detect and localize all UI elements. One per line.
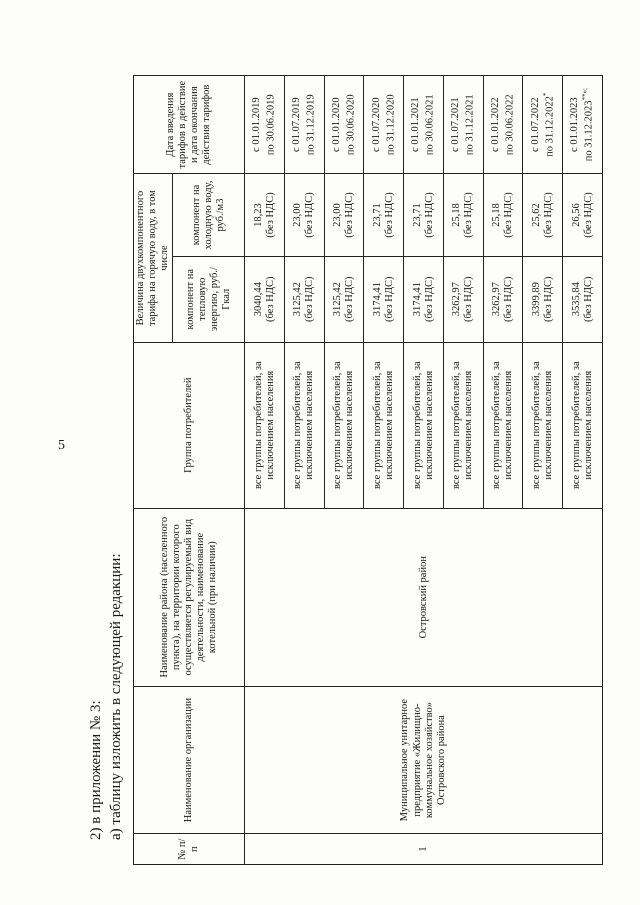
intro-line-2: а) таблицу изложить в следующей редакции:: [108, 553, 124, 840]
heat-value: 3174,41: [411, 282, 423, 317]
date-range-cell: [364, 76, 404, 174]
heat-component-cell: [404, 256, 444, 342]
consumer-group: все группы потребителей, за исключением населения: [324, 342, 364, 508]
heat-component-cell: [563, 256, 603, 342]
intro-line-1: 2) в приложении № 3:: [88, 700, 104, 840]
water-value: 23,00: [292, 203, 304, 227]
heat-value: 3125,42: [332, 282, 343, 317]
water-value: 25,18: [451, 203, 463, 227]
date-to: по 31.12.2021: [464, 94, 476, 156]
date-from: с 01.01.2022: [489, 97, 501, 152]
consumer-group: все группы потребителей, за исключением населения: [483, 342, 523, 508]
date-to: по 30.06.2020: [345, 94, 357, 156]
date-range-cell: [245, 76, 285, 174]
water-component-cell: [284, 174, 324, 256]
water-value: 23,71: [411, 203, 423, 227]
consumer-group: все группы потребителей, за исключением населения: [245, 342, 285, 508]
water-component-cell: [364, 174, 404, 256]
vat-note: (без НДС): [582, 276, 594, 322]
page-number: 5: [58, 438, 65, 453]
vat-note: (без НДС): [503, 276, 515, 322]
heat-component-cell: [324, 256, 364, 342]
header-num: № п/п: [134, 834, 245, 865]
water-value: 25,62: [530, 203, 542, 227]
heat-component-cell: [245, 256, 285, 342]
consumer-group: все группы потребителей, за исключением населения: [404, 342, 444, 508]
date-from: с 01.07.2021: [450, 97, 461, 152]
vat-note: (без НДС): [383, 276, 395, 322]
water-value: 23,71: [371, 203, 383, 227]
water-component-cell: [404, 174, 444, 256]
date-range-cell: [523, 76, 563, 174]
heat-value: 3040,44: [252, 282, 264, 317]
consumer-group: все группы потребителей, за исключением населения: [284, 342, 324, 508]
date-range-cell: [563, 76, 603, 174]
heat-component-cell: [364, 256, 404, 342]
vat-note: (без НДС): [503, 192, 515, 238]
date-to: по 30.06.2019: [265, 94, 277, 156]
vat-note: (без НДС): [582, 192, 594, 238]
vat-note: (без НДС): [463, 276, 475, 322]
date-from: с 01.01.2021: [410, 97, 422, 152]
header-heat-component: компонент на тепловую энергию, руб./Гкал: [173, 256, 245, 342]
date-from: с 01.01.2019: [251, 97, 263, 152]
water-component-cell: [563, 174, 603, 256]
vat-note: (без НДС): [542, 192, 554, 238]
vat-note: (без НДС): [264, 276, 276, 322]
vat-note: (без НДС): [542, 276, 554, 322]
vat-note: (без НДС): [383, 192, 395, 238]
row-number: 1: [245, 834, 603, 865]
header-district: Наименование района (населенного пункта), на территории которого осуществляется регулируемый вид деятельности, наименование котельной (при наличии): [134, 508, 245, 686]
date-range-cell: [324, 76, 364, 174]
date-from: с 01.01.2020: [330, 97, 342, 152]
date-range-cell: [404, 76, 444, 174]
date-to: по 31.12.2023: [583, 100, 595, 162]
header-organization: Наименование организации: [134, 686, 245, 833]
date-to: по 31.12.2022: [544, 96, 556, 157]
date-to: по 31.12.2019: [305, 94, 317, 156]
header-tariff: Величина двухкомпонентного тарифа на горячую воду, в том числе: [134, 174, 173, 342]
vat-note: (без НДС): [264, 192, 276, 238]
heat-component-cell: [284, 256, 324, 342]
table-row: [245, 76, 285, 865]
water-component-cell: [443, 174, 483, 256]
footnote-mark: **»;: [581, 88, 590, 101]
vat-note: (без НДС): [463, 192, 475, 238]
heat-value: 3262,97: [491, 282, 502, 317]
date-from: с 01.01.2023: [569, 97, 581, 152]
date-from: с 01.07.2022: [529, 97, 541, 152]
date-from: с 01.07.2020: [370, 97, 382, 152]
rotated-page-content: [88, 60, 613, 860]
water-value: 26,56: [570, 203, 582, 227]
water-component-cell: [483, 174, 523, 256]
footnote-mark: *: [541, 92, 550, 97]
water-component-cell: [324, 174, 364, 256]
consumer-group: все группы потребителей, за исключением населения: [443, 342, 483, 508]
vat-note: (без НДС): [423, 276, 435, 322]
heat-component-cell: [483, 256, 523, 342]
vat-note: (без НДС): [423, 192, 435, 238]
vat-note: (без НДС): [304, 192, 316, 238]
heat-component-cell: [443, 256, 483, 342]
tariff-table: [133, 75, 603, 865]
consumer-group: все группы потребителей, за исключением населения: [523, 342, 563, 508]
vat-note: (без НДС): [344, 192, 356, 238]
water-value: 18,23: [252, 203, 264, 227]
organization-name: Муниципальное унитарное предприятие «Жилищно-коммунальное хозяйство» Островского района: [245, 686, 603, 833]
district-name: Островский район: [245, 508, 603, 686]
water-value: 23,00: [332, 203, 343, 227]
heat-value: 3399,89: [530, 282, 542, 317]
date-to: по 30.06.2021: [424, 94, 436, 156]
header-consumer-group: Группа потребителей: [134, 342, 245, 508]
heat-value: 3262,97: [451, 282, 463, 317]
date-to: по 31.12.2020: [385, 94, 397, 156]
heat-value: 3174,41: [371, 282, 383, 317]
water-component-cell: [523, 174, 563, 256]
water-value: 25,18: [491, 203, 502, 227]
header-date: Дата введения тарифов в действие и дата окончания действия тарифов: [134, 76, 245, 174]
date-from: с 01.07.2019: [291, 97, 302, 152]
date-to: по 30.06.2022: [504, 94, 516, 156]
consumer-group: все группы потребителей, за исключением населения: [364, 342, 404, 508]
heat-component-cell: [523, 256, 563, 342]
water-component-cell: [245, 174, 285, 256]
vat-note: (без НДС): [344, 276, 356, 322]
date-range-cell: [483, 76, 523, 174]
date-range-cell: [284, 76, 324, 174]
vat-note: (без НДС): [304, 276, 316, 322]
heat-value: 3125,42: [292, 282, 304, 317]
consumer-group: все группы потребителей, за исключением населения: [563, 342, 603, 508]
date-range-cell: [443, 76, 483, 174]
header-water-component: компонент на холодную воду, руб./м3: [173, 174, 245, 256]
heat-value: 3535,84: [570, 282, 582, 317]
